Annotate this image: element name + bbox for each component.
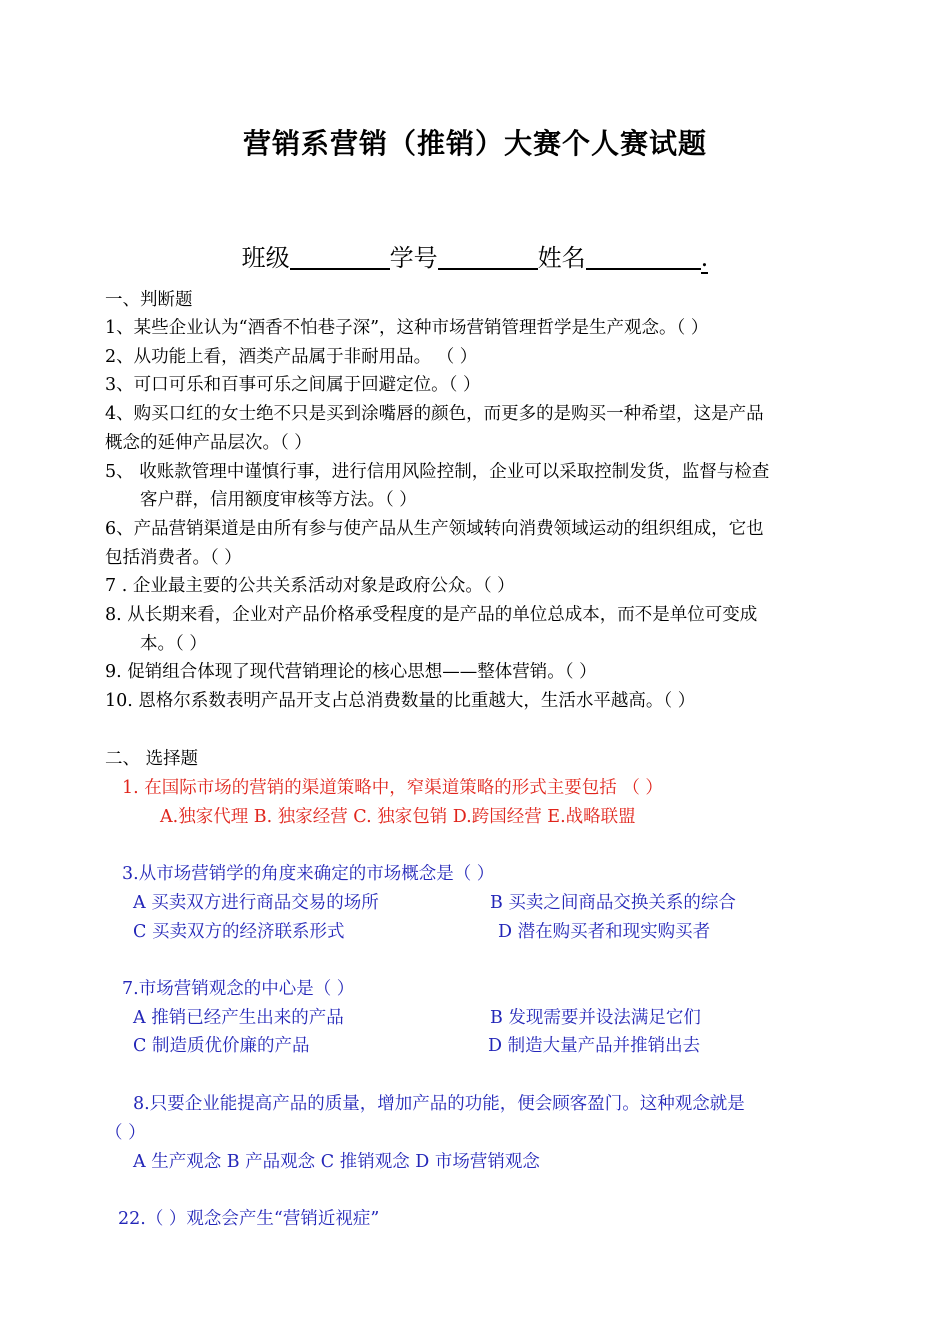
class-blank — [290, 242, 390, 270]
question-line: 4、购买口红的女士绝不只是买到涂嘴唇的颜色，而更多的是购买一种希望，这是产品 — [105, 404, 764, 424]
choice-q8-options: A 生产观念 B 产品观念 C 推销观念 D 市场营销观念 — [133, 1152, 540, 1172]
question-line: 概念的延伸产品层次。（ ） — [105, 433, 312, 453]
question-line: 包括消费者。（ ） — [105, 548, 242, 568]
question-line: 7 . 企业最主要的公共关系活动对象是政府公众。（ ） — [105, 576, 515, 596]
name-label: 姓名 — [537, 244, 586, 272]
choice-q8-stem-cont: （ ） — [105, 1123, 146, 1143]
choice-q3-option-c: C 买卖双方的经济联系形式 — [133, 922, 345, 942]
question-line: 2、从功能上看，酒类产品属于非耐用品。 （ ） — [105, 347, 478, 367]
id-label: 学号 — [389, 244, 438, 272]
choice-q7-option-a: A 推销已经产生出来的产品 — [133, 1008, 344, 1028]
question-line: 1、某些企业认为“酒香不怕巷子深”，这种市场营销管理哲学是生产观念。（ ） — [105, 318, 709, 338]
question-line: 3、可口可乐和百事可乐之间属于回避定位。（ ） — [105, 375, 481, 395]
question-line: 本。（ ） — [140, 634, 207, 654]
section2-heading: 二、 选择题 — [105, 749, 199, 769]
id-blank — [438, 242, 538, 270]
student-info-line — [0, 238, 950, 273]
question-line: 6、产品营销渠道是由所有参与使产品从生产领域转向消费领域运动的组织组成，它也 — [105, 519, 764, 539]
page-title: 营销系营销（推销）大赛个人赛试题 — [242, 127, 707, 160]
choice-q7-option-c: C 制造质优价廉的产品 — [133, 1036, 310, 1056]
choice-q3-option-b: B 买卖之间商品交换关系的综合 — [490, 893, 736, 913]
question-line: 9. 促销组合体现了现代营销理论的核心思想——整体营销。（ ） — [105, 662, 597, 682]
choice-q22-stem: 22.（ ）观念会产生“营销近视症” — [118, 1209, 380, 1229]
choice-q1-stem: 1. 在国际市场的营销的渠道策略中，窄渠道策略的形式主要包括 （ ） — [122, 778, 663, 798]
question-line: 客户群，信用额度审核等方法。（ ） — [140, 490, 417, 510]
question-line: 10. 恩格尔系数表明产品开支占总消费数量的比重越大，生活水平越高。（ ） — [105, 691, 696, 711]
choice-q7-option-b: B 发现需要并设法满足它们 — [490, 1008, 701, 1028]
info-end: . — [700, 244, 709, 272]
choice-q7-stem: 7.市场营销观念的中心是（ ） — [122, 979, 355, 999]
choice-q8-stem: 8.只要企业能提高产品的质量，增加产品的功能，便会顾客盈门。这种观念就是 — [133, 1094, 745, 1114]
question-line: 8. 从长期来看，企业对产品价格承受程度的是产品的单位总成本，而不是单位可变成 — [105, 605, 758, 625]
choice-q3-option-a: A 买卖双方进行商品交易的场所 — [133, 893, 379, 913]
section1-heading: 一、判断题 — [105, 290, 193, 310]
choice-q3-option-d: D 潜在购买者和现实购买者 — [498, 922, 711, 942]
class-label: 班级 — [241, 244, 290, 272]
choice-q1-options: A.独家代理 B. 独家经营 C. 独家包销 D.跨国经营 E.战略联盟 — [160, 807, 636, 827]
name-blank — [586, 242, 701, 270]
choice-q7-option-d: D 制造大量产品并推销出去 — [488, 1036, 701, 1056]
choice-q3-stem: 3.从市场营销学的角度来确定的市场概念是（ ） — [122, 864, 495, 884]
question-line: 5、 收账款管理中谨慎行事，进行信用风险控制，企业可以采取控制发货，监督与检查 — [105, 462, 770, 482]
